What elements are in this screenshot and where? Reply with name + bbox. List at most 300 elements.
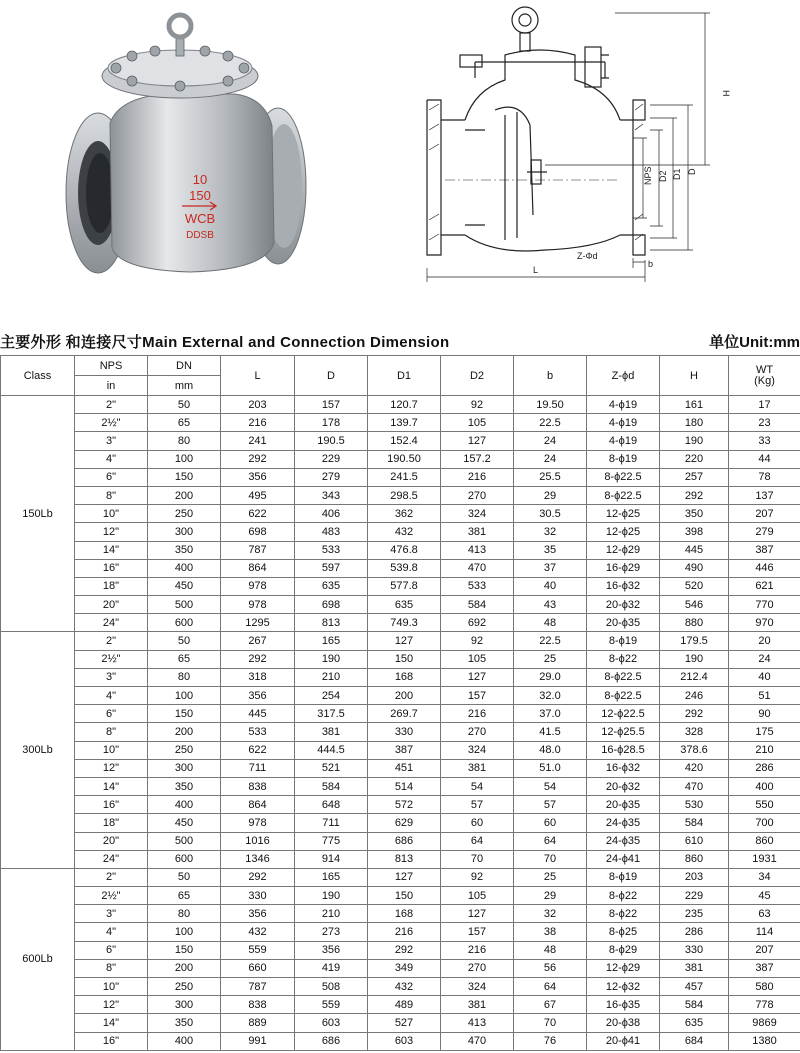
cell-dn: 100 xyxy=(148,923,221,941)
cell-l: 1016 xyxy=(221,832,295,850)
class-cell: 150Lb xyxy=(1,396,75,632)
dim-label-D2: D2 xyxy=(658,170,668,182)
cell-wt: 446 xyxy=(729,559,800,577)
cell-d1: 577.8 xyxy=(368,577,441,595)
cell-d2: 381 xyxy=(441,523,514,541)
cell-wt: 860 xyxy=(729,832,800,850)
cell-z: 12-ϕ22.5 xyxy=(587,705,660,723)
table-row xyxy=(1,832,800,850)
cell-d2: 470 xyxy=(441,559,514,577)
table-row xyxy=(1,450,800,468)
cell-l: 559 xyxy=(221,941,295,959)
cell-h: 190 xyxy=(660,432,729,450)
body-mark-brand: DDSB xyxy=(186,230,214,241)
cell-b: 48 xyxy=(514,614,587,632)
cell-h: 292 xyxy=(660,705,729,723)
cell-d1: 432 xyxy=(368,523,441,541)
cell-z: 12-ϕ29 xyxy=(587,959,660,977)
cell-wt: 63 xyxy=(729,905,800,923)
col-header-dn-unit: mm xyxy=(148,376,221,396)
cell-l: 203 xyxy=(221,396,295,414)
cell-dn: 600 xyxy=(148,614,221,632)
figure-area xyxy=(0,0,800,330)
cell-d: 406 xyxy=(295,505,368,523)
cell-d2: 216 xyxy=(441,468,514,486)
cell-nps: 3" xyxy=(75,668,148,686)
cell-b: 22.5 xyxy=(514,414,587,432)
cell-z: 8-ϕ25 xyxy=(587,923,660,941)
cell-nps: 8" xyxy=(75,723,148,741)
cell-dn: 200 xyxy=(148,723,221,741)
cell-d2: 105 xyxy=(441,887,514,905)
cell-d1: 489 xyxy=(368,996,441,1014)
col-header-nps-unit: in xyxy=(75,376,148,396)
cell-nps: 18" xyxy=(75,577,148,595)
cell-h: 229 xyxy=(660,887,729,905)
cell-l: 622 xyxy=(221,741,295,759)
cell-d: 279 xyxy=(295,468,368,486)
table-row xyxy=(1,650,800,668)
col-header-b: b xyxy=(514,356,587,396)
cell-wt: 387 xyxy=(729,959,800,977)
class-cell: 600Lb xyxy=(1,868,75,1050)
cell-b: 38 xyxy=(514,923,587,941)
table-row xyxy=(1,905,800,923)
cell-dn: 250 xyxy=(148,741,221,759)
cell-wt: 23 xyxy=(729,414,800,432)
cell-d2: 216 xyxy=(441,941,514,959)
cell-dn: 500 xyxy=(148,832,221,850)
cell-d2: 381 xyxy=(441,759,514,777)
cell-h: 161 xyxy=(660,396,729,414)
cell-b: 32 xyxy=(514,905,587,923)
cell-wt: 33 xyxy=(729,432,800,450)
cell-d1: 432 xyxy=(368,978,441,996)
table-row xyxy=(1,577,800,595)
cell-b: 19.50 xyxy=(514,396,587,414)
cell-d2: 92 xyxy=(441,396,514,414)
cell-z: 4-ϕ19 xyxy=(587,414,660,432)
table-row xyxy=(1,596,800,614)
table-row xyxy=(1,723,800,741)
cell-wt: 700 xyxy=(729,814,800,832)
cell-d2: 70 xyxy=(441,850,514,868)
cell-nps: 2½" xyxy=(75,650,148,668)
cell-dn: 400 xyxy=(148,559,221,577)
cell-h: 445 xyxy=(660,541,729,559)
cell-b: 76 xyxy=(514,1032,587,1050)
table-row xyxy=(1,614,800,632)
cell-h: 470 xyxy=(660,777,729,795)
cell-d1: 603 xyxy=(368,1032,441,1050)
cell-l: 356 xyxy=(221,468,295,486)
cell-wt: 550 xyxy=(729,796,800,814)
col-header-WT-label: WT xyxy=(755,363,774,376)
cell-dn: 150 xyxy=(148,468,221,486)
cell-d: 635 xyxy=(295,577,368,595)
cell-wt: 286 xyxy=(729,759,800,777)
cell-h: 490 xyxy=(660,559,729,577)
cell-d: 210 xyxy=(295,905,368,923)
cell-dn: 65 xyxy=(148,887,221,905)
cell-b: 60 xyxy=(514,814,587,832)
cell-dn: 150 xyxy=(148,705,221,723)
cell-z: 20-ϕ35 xyxy=(587,614,660,632)
cell-l: 978 xyxy=(221,577,295,595)
cell-nps: 4" xyxy=(75,687,148,705)
cell-h: 292 xyxy=(660,486,729,504)
cell-h: 381 xyxy=(660,959,729,977)
cell-z: 20-ϕ35 xyxy=(587,796,660,814)
cell-dn: 80 xyxy=(148,905,221,923)
cell-l: 318 xyxy=(221,668,295,686)
cell-wt: 1380 xyxy=(729,1032,800,1050)
cell-d: 648 xyxy=(295,796,368,814)
cell-d2: 533 xyxy=(441,577,514,595)
class-cell: 300Lb xyxy=(1,632,75,868)
cell-wt: 207 xyxy=(729,505,800,523)
cell-d: 178 xyxy=(295,414,368,432)
cell-d2: 584 xyxy=(441,596,514,614)
cell-dn: 65 xyxy=(148,650,221,668)
cell-d: 165 xyxy=(295,868,368,886)
cell-l: 787 xyxy=(221,978,295,996)
cell-d2: 127 xyxy=(441,432,514,450)
cell-l: 838 xyxy=(221,777,295,795)
cell-d2: 157 xyxy=(441,923,514,941)
cell-z: 16-ϕ32 xyxy=(587,577,660,595)
cell-d2: 324 xyxy=(441,505,514,523)
dim-label-H: H xyxy=(721,90,731,97)
cell-l: 267 xyxy=(221,632,295,650)
cell-dn: 300 xyxy=(148,523,221,541)
cell-dn: 200 xyxy=(148,959,221,977)
cell-h: 880 xyxy=(660,614,729,632)
cell-z: 8-ϕ19 xyxy=(587,868,660,886)
dim-label-L: L xyxy=(533,265,539,275)
cell-z: 4-ϕ19 xyxy=(587,396,660,414)
dim-label-NPS: NPS xyxy=(643,166,653,185)
cell-b: 30.5 xyxy=(514,505,587,523)
cell-wt: 114 xyxy=(729,923,800,941)
cell-d: 210 xyxy=(295,668,368,686)
cell-dn: 100 xyxy=(148,450,221,468)
cell-h: 220 xyxy=(660,450,729,468)
dimension-table xyxy=(0,355,800,1051)
cell-d: 813 xyxy=(295,614,368,632)
cell-z: 12-ϕ29 xyxy=(587,541,660,559)
cell-b: 54 xyxy=(514,777,587,795)
table-row xyxy=(1,414,800,432)
cell-wt: 387 xyxy=(729,541,800,559)
cell-h: 860 xyxy=(660,850,729,868)
cell-d: 508 xyxy=(295,978,368,996)
cell-b: 32 xyxy=(514,523,587,541)
table-row xyxy=(1,996,800,1014)
table-row xyxy=(1,868,800,886)
table-row xyxy=(1,523,800,541)
cell-d1: 216 xyxy=(368,923,441,941)
cell-d1: 241.5 xyxy=(368,468,441,486)
cell-z: 12-ϕ25 xyxy=(587,505,660,523)
cell-dn: 350 xyxy=(148,541,221,559)
table-row xyxy=(1,432,800,450)
cell-dn: 80 xyxy=(148,432,221,450)
cell-nps: 12" xyxy=(75,996,148,1014)
cell-b: 24 xyxy=(514,450,587,468)
cell-d1: 292 xyxy=(368,941,441,959)
body-mark-class: 150 xyxy=(189,188,211,203)
table-row xyxy=(1,777,800,795)
cell-z: 8-ϕ22.5 xyxy=(587,486,660,504)
col-header-D2: D2 xyxy=(441,356,514,396)
cell-dn: 400 xyxy=(148,1032,221,1050)
col-header-WT xyxy=(729,356,800,396)
table-row xyxy=(1,959,800,977)
cell-l: 292 xyxy=(221,868,295,886)
cell-wt: 44 xyxy=(729,450,800,468)
cell-l: 445 xyxy=(221,705,295,723)
cell-b: 25.5 xyxy=(514,468,587,486)
cell-d1: 127 xyxy=(368,632,441,650)
cell-d1: 813 xyxy=(368,850,441,868)
table-body xyxy=(1,396,800,1051)
cell-d1: 330 xyxy=(368,723,441,741)
dim-label-D: D xyxy=(687,168,697,175)
cell-dn: 150 xyxy=(148,941,221,959)
cell-b: 25 xyxy=(514,868,587,886)
cell-d1: 168 xyxy=(368,668,441,686)
cell-z: 8-ϕ22.5 xyxy=(587,687,660,705)
col-header-nps: NPS xyxy=(75,356,148,376)
cell-b: 40 xyxy=(514,577,587,595)
cell-nps: 2½" xyxy=(75,887,148,905)
cell-wt: 20 xyxy=(729,632,800,650)
cell-b: 29 xyxy=(514,887,587,905)
cell-wt: 9869 xyxy=(729,1014,800,1032)
table-row xyxy=(1,978,800,996)
cell-d2: 270 xyxy=(441,959,514,977)
cell-b: 70 xyxy=(514,850,587,868)
cell-h: 635 xyxy=(660,1014,729,1032)
cell-d2: 105 xyxy=(441,650,514,668)
cell-h: 457 xyxy=(660,978,729,996)
cell-d: 157 xyxy=(295,396,368,414)
cell-nps: 12" xyxy=(75,523,148,541)
cell-l: 356 xyxy=(221,687,295,705)
cell-h: 546 xyxy=(660,596,729,614)
cell-dn: 400 xyxy=(148,796,221,814)
cell-d: 444.5 xyxy=(295,741,368,759)
valve-section-drawing xyxy=(405,0,800,290)
cell-dn: 300 xyxy=(148,996,221,1014)
cell-d1: 349 xyxy=(368,959,441,977)
cell-wt: 51 xyxy=(729,687,800,705)
cell-z: 8-ϕ22.5 xyxy=(587,468,660,486)
cell-d2: 127 xyxy=(441,668,514,686)
cell-d2: 324 xyxy=(441,741,514,759)
cell-d1: 476.8 xyxy=(368,541,441,559)
cell-l: 698 xyxy=(221,523,295,541)
cell-nps: 2" xyxy=(75,632,148,650)
cell-b: 64 xyxy=(514,832,587,850)
col-header-Z: Z-ϕd xyxy=(587,356,660,396)
cell-nps: 8" xyxy=(75,959,148,977)
cell-b: 64 xyxy=(514,978,587,996)
col-header-D1: D1 xyxy=(368,356,441,396)
cell-nps: 10" xyxy=(75,978,148,996)
cell-d2: 92 xyxy=(441,868,514,886)
col-header-L: L xyxy=(221,356,295,396)
cell-d: 190.5 xyxy=(295,432,368,450)
cell-b: 29 xyxy=(514,486,587,504)
cell-z: 16-ϕ32 xyxy=(587,759,660,777)
cell-dn: 50 xyxy=(148,396,221,414)
cell-wt: 45 xyxy=(729,887,800,905)
table-row xyxy=(1,887,800,905)
cell-z: 12-ϕ25 xyxy=(587,523,660,541)
cell-dn: 300 xyxy=(148,759,221,777)
valve-photo xyxy=(60,8,310,278)
cell-d2: 127 xyxy=(441,905,514,923)
cell-dn: 50 xyxy=(148,868,221,886)
cell-dn: 200 xyxy=(148,486,221,504)
cell-dn: 50 xyxy=(148,632,221,650)
cell-d1: 168 xyxy=(368,905,441,923)
cell-nps: 3" xyxy=(75,905,148,923)
cell-wt: 175 xyxy=(729,723,800,741)
cell-l: 787 xyxy=(221,541,295,559)
cell-nps: 12" xyxy=(75,759,148,777)
table-row xyxy=(1,559,800,577)
section-title: 主要外形 和连接尺寸Main External and Connection Dimension xyxy=(0,334,450,351)
cell-wt: 621 xyxy=(729,577,800,595)
col-header-D: D xyxy=(295,356,368,396)
cell-h: 584 xyxy=(660,814,729,832)
cell-l: 838 xyxy=(221,996,295,1014)
table-row xyxy=(1,468,800,486)
cell-z: 16-ϕ29 xyxy=(587,559,660,577)
cell-h: 330 xyxy=(660,941,729,959)
cell-nps: 16" xyxy=(75,1032,148,1050)
cell-d1: 686 xyxy=(368,832,441,850)
cell-d: 775 xyxy=(295,832,368,850)
cell-z: 8-ϕ29 xyxy=(587,941,660,959)
cell-h: 378.6 xyxy=(660,741,729,759)
cell-nps: 18" xyxy=(75,814,148,832)
cell-h: 212.4 xyxy=(660,668,729,686)
table-row xyxy=(1,486,800,504)
body-mark-material: WCB xyxy=(184,211,216,226)
cell-b: 48.0 xyxy=(514,741,587,759)
table-row xyxy=(1,923,800,941)
cell-z: 20-ϕ41 xyxy=(587,1032,660,1050)
body-mark-size: 10 xyxy=(192,172,208,187)
cell-wt: 34 xyxy=(729,868,800,886)
cell-nps: 2" xyxy=(75,868,148,886)
cell-d2: 413 xyxy=(441,541,514,559)
cell-b: 29.0 xyxy=(514,668,587,686)
table-row xyxy=(1,505,800,523)
table-row xyxy=(1,541,800,559)
cell-b: 37.0 xyxy=(514,705,587,723)
cell-d: 533 xyxy=(295,541,368,559)
cell-nps: 16" xyxy=(75,559,148,577)
cell-dn: 450 xyxy=(148,814,221,832)
cell-b: 37 xyxy=(514,559,587,577)
cell-h: 286 xyxy=(660,923,729,941)
cell-z: 12-ϕ32 xyxy=(587,978,660,996)
cell-d: 521 xyxy=(295,759,368,777)
cell-dn: 250 xyxy=(148,505,221,523)
cell-z: 8-ϕ22.5 xyxy=(587,668,660,686)
cell-wt: 24 xyxy=(729,650,800,668)
cell-l: 889 xyxy=(221,1014,295,1032)
cell-d: 419 xyxy=(295,959,368,977)
table-header-row xyxy=(1,356,800,376)
cell-d: 711 xyxy=(295,814,368,832)
cell-z: 20-ϕ38 xyxy=(587,1014,660,1032)
cell-wt: 400 xyxy=(729,777,800,795)
cell-l: 292 xyxy=(221,650,295,668)
cell-b: 35 xyxy=(514,541,587,559)
cell-wt: 17 xyxy=(729,396,800,414)
cell-h: 520 xyxy=(660,577,729,595)
cell-d: 584 xyxy=(295,777,368,795)
cell-l: 711 xyxy=(221,759,295,777)
col-header-H: H xyxy=(660,356,729,396)
cell-l: 216 xyxy=(221,414,295,432)
cell-b: 43 xyxy=(514,596,587,614)
cell-d2: 105 xyxy=(441,414,514,432)
cell-nps: 6" xyxy=(75,941,148,959)
cell-wt: 40 xyxy=(729,668,800,686)
cell-b: 24 xyxy=(514,432,587,450)
cell-nps: 2½" xyxy=(75,414,148,432)
cell-wt: 580 xyxy=(729,978,800,996)
cell-d2: 216 xyxy=(441,705,514,723)
cell-d2: 54 xyxy=(441,777,514,795)
cell-z: 8-ϕ22 xyxy=(587,905,660,923)
section-header xyxy=(0,331,800,353)
cell-wt: 770 xyxy=(729,596,800,614)
cell-d2: 157.2 xyxy=(441,450,514,468)
cell-wt: 279 xyxy=(729,523,800,541)
cell-d2: 324 xyxy=(441,978,514,996)
cell-l: 864 xyxy=(221,796,295,814)
cell-z: 24-ϕ35 xyxy=(587,832,660,850)
cell-h: 180 xyxy=(660,414,729,432)
cell-nps: 4" xyxy=(75,450,148,468)
cell-l: 432 xyxy=(221,923,295,941)
cell-d1: 527 xyxy=(368,1014,441,1032)
cell-d1: 200 xyxy=(368,687,441,705)
cell-z: 8-ϕ19 xyxy=(587,632,660,650)
cell-nps: 10" xyxy=(75,505,148,523)
cell-d1: 572 xyxy=(368,796,441,814)
cell-d2: 470 xyxy=(441,1032,514,1050)
cell-d: 254 xyxy=(295,687,368,705)
cell-wt: 78 xyxy=(729,468,800,486)
cell-wt: 137 xyxy=(729,486,800,504)
cell-b: 48 xyxy=(514,941,587,959)
cell-z: 4-ϕ19 xyxy=(587,432,660,450)
cell-d: 165 xyxy=(295,632,368,650)
table-row xyxy=(1,759,800,777)
cell-d2: 692 xyxy=(441,614,514,632)
cell-d1: 298.5 xyxy=(368,486,441,504)
cell-z: 20-ϕ32 xyxy=(587,777,660,795)
